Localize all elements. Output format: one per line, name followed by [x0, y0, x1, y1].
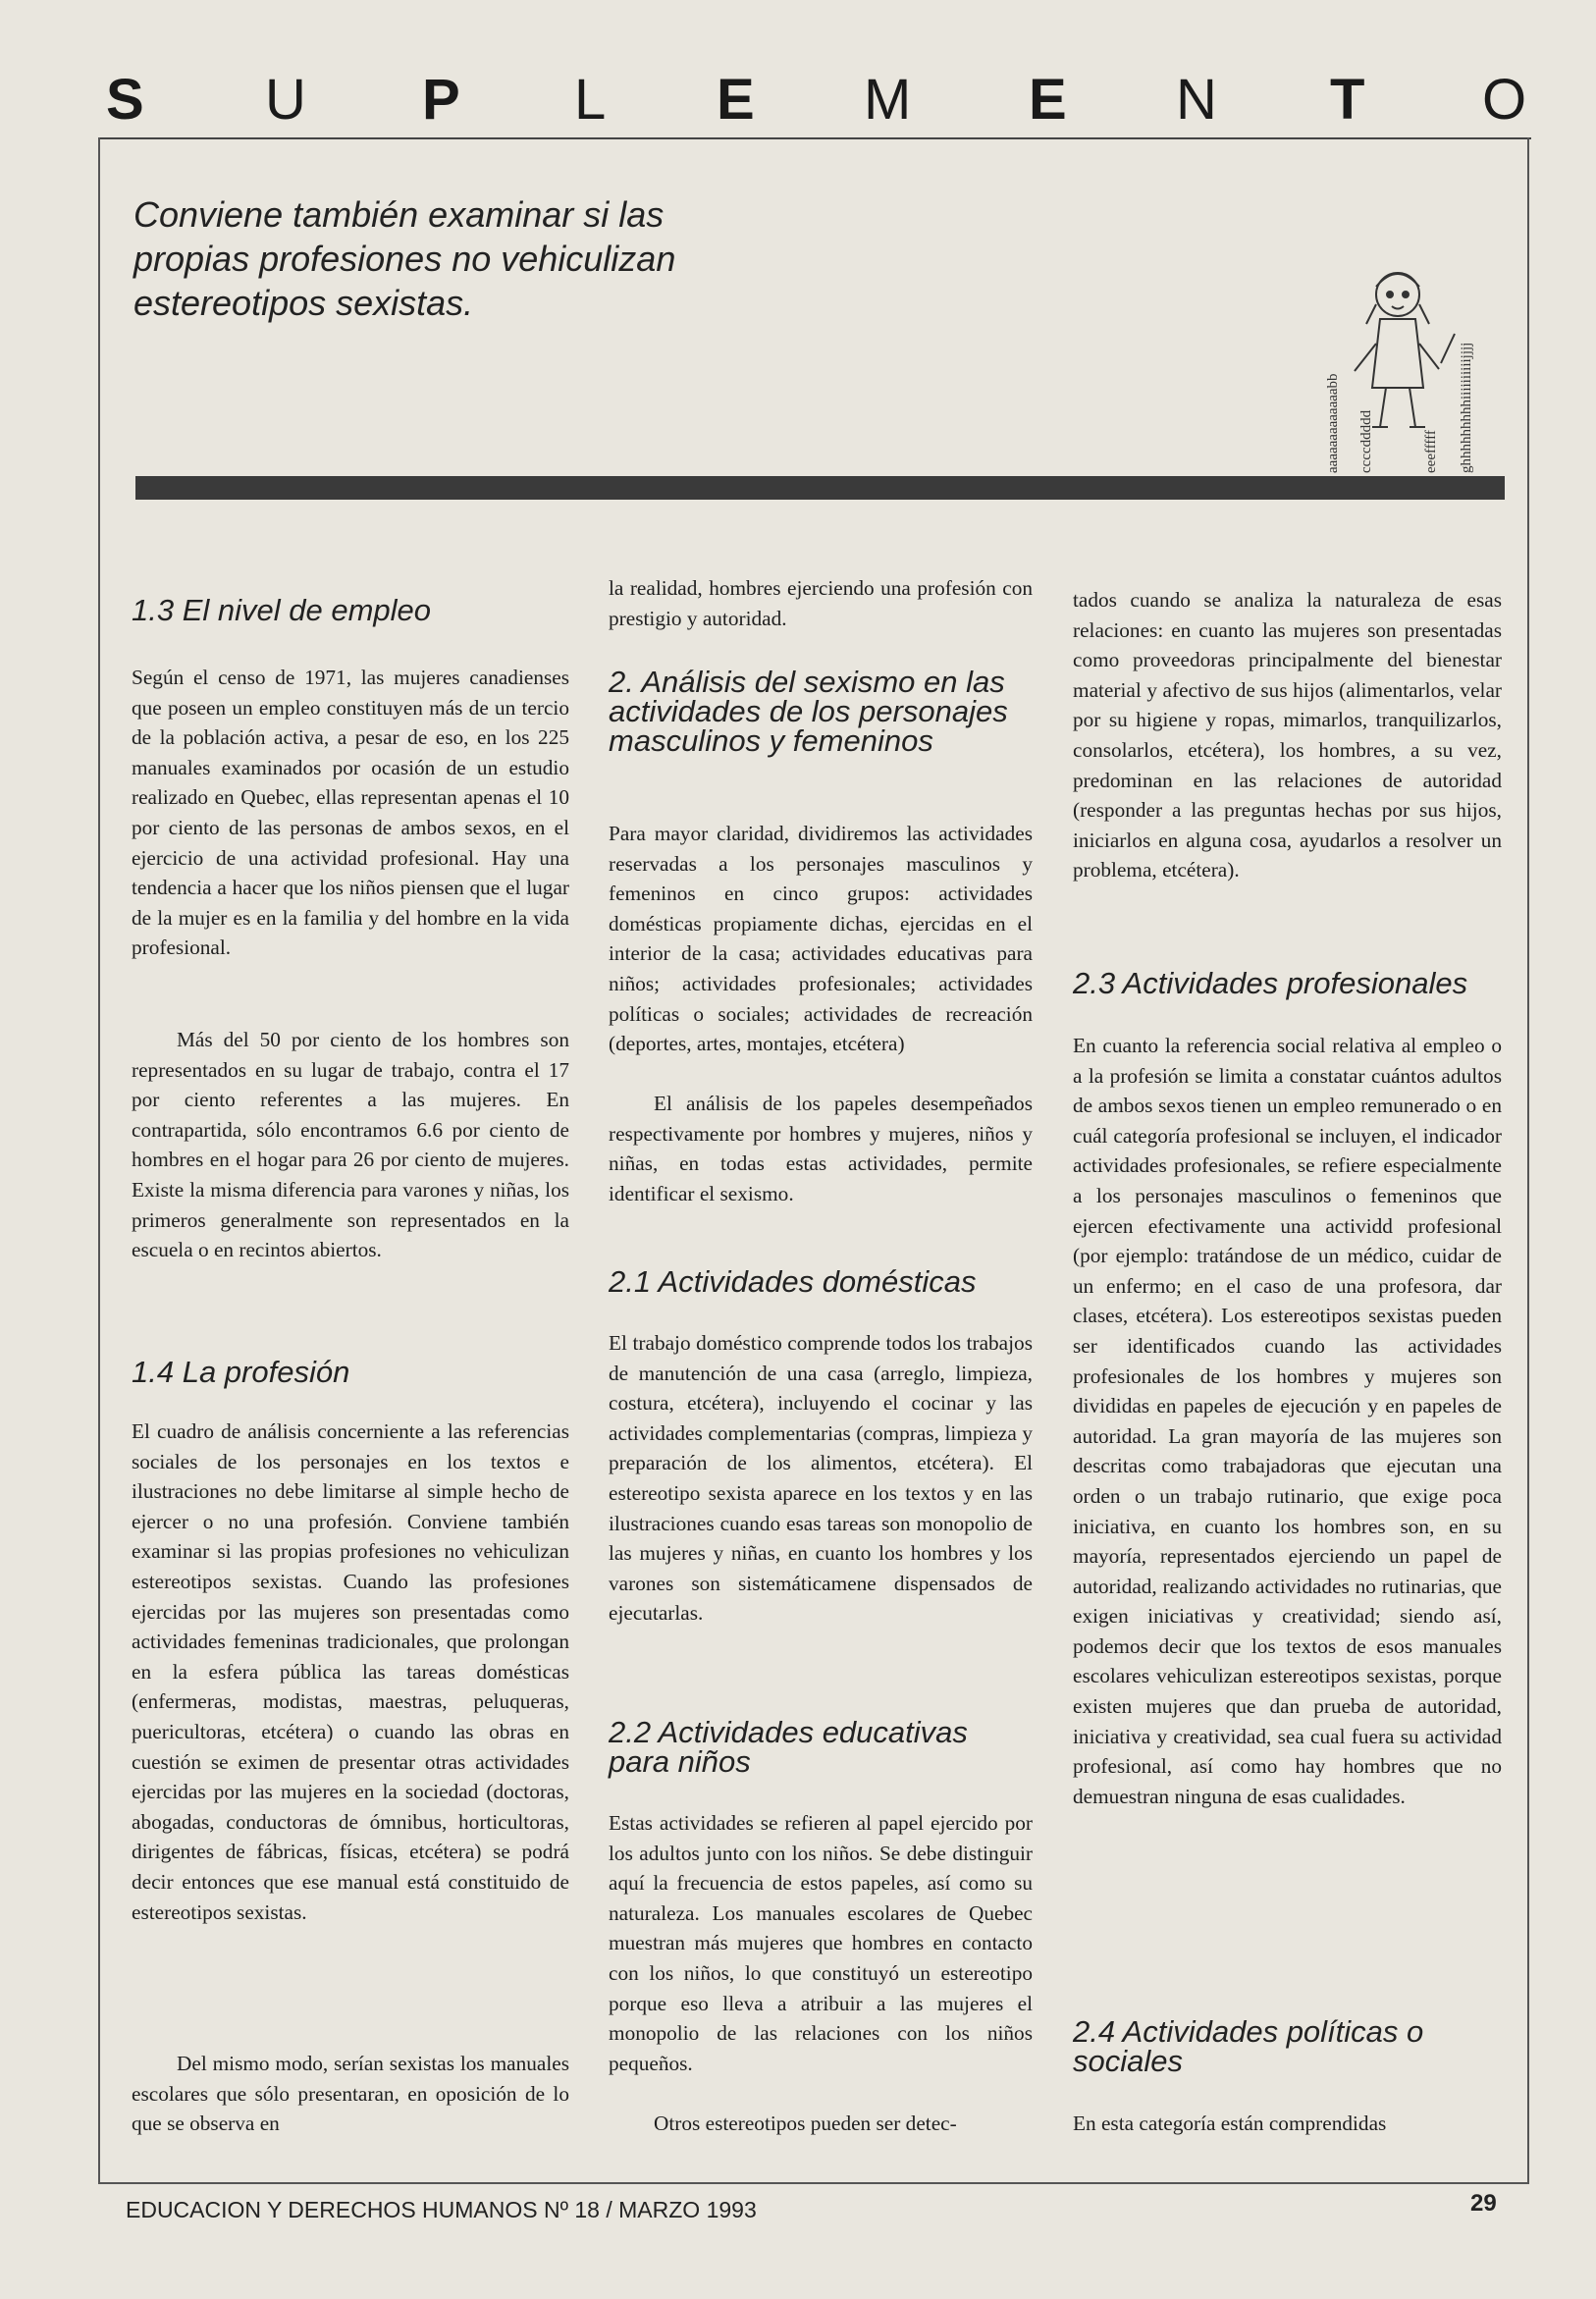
child-illustration-icon [1315, 157, 1492, 481]
paragraph: El análisis de los papeles desempeñados respectivamente por hombres y mujeres, niños y niñas, en todas estas actividades, permite identificar el sexismo. [609, 1092, 1033, 1205]
section-heading: 2.3 Actividades profesionales [1073, 966, 1468, 1000]
banner-letter: E [1029, 68, 1067, 132]
page-number: 29 [1470, 2190, 1497, 2217]
paragraph: tados cuando se analiza la naturaleza de esas relaciones: en cuanto las mujeres son presentadas como proveedoras principalmente del bienestar material y afectivo de sus hijos (alimentarlos, velar por su higiene y ropas, mimarlos, tranquilizarlos, consolarlos, etcétera), los hombres, a su vez, predominan en las relaciones de autoridad (responder a las preguntas hechas por sus hijos, iniciarlos en alguna cosa, ayudarlos a resolver un problema, etcétera). [1073, 588, 1502, 882]
footer-publication: EDUCACION Y DERECHOS HUMANOS Nº 18 / MARZO 1993 [126, 2197, 757, 2222]
paragraph: Otros estereotipos pueden ser detec- [654, 2112, 957, 2135]
banner-letter: N [1176, 68, 1217, 132]
banner-letter: L [574, 68, 607, 132]
alphabet-column: eeefffff [1423, 430, 1439, 473]
paragraph: En esta categoría están comprendidas [1073, 2112, 1387, 2135]
paragraph: Para mayor claridad, dividiremos las actividades reservadas a los personajes masculinos y femeninos en cinco grupos: actividades domésticas propiamente dichas, ejercidas en el interior de la casa; actividades educativas para niños; actividades profesionales; actividades políticas o sociales; actividades de recreación (deportes, artes, montajes, etcétera) [609, 822, 1033, 1056]
section-heading: 1.3 El nivel de empleo [132, 593, 432, 627]
section-heading: 2.1 Actividades domésticas [609, 1264, 977, 1299]
section-heading: 1.4 La profesión [132, 1355, 350, 1389]
paragraph: Estas actividades se refieren al papel ejercido por los adultos junto con los niños. Se debe distinguir aquí la frecuencia de estos papeles, así como su naturaleza. Los manuales escolares de Quebec muestran más mujeres que hombres en contacto con los niños, lo que constituyó un estereotipo porque eso lleva a atribuir a las mujeres el monopolio de las relaciones con los niños pequeños. [609, 1811, 1033, 2075]
paragraph: Más del 50 por ciento de los hombres son representados en su lugar de trabajo, contra el 17 por ciento referentes a las mujeres. En contrapartida, sólo encontramos 6.6 por ciento de hombres en el hogar para 26 por ciento de mujeres. Existe la misma diferencia para varones y niñas, los primeros generalmente son representados en la escuela o en recintos abiertos. [132, 1028, 569, 1262]
paragraph: Del mismo modo, serían sexistas los manuales escolares que sólo presentaran, en oposición de lo que se observa en [132, 2052, 569, 2136]
section-heading: 2.2 Actividades educativas para niños [609, 1715, 968, 1779]
pull-quote: Conviene también examinar si las propias profesiones no vehiculizan estereotipos sexistas. [133, 194, 676, 323]
banner-letter: M [864, 68, 912, 132]
section-heading: 2. Análisis del sexismo en las actividades de los personajes masculinos y femeninos [609, 665, 1008, 758]
banner-letter: O [1482, 68, 1527, 132]
banner-letter: E [717, 68, 755, 132]
paragraph: El trabajo doméstico comprende todos los trabajos de manutención de una casa (arreglo, limpieza, costura, etcétera), incluyendo el cocinar y las actividades complementarias (compras, limpieza y preparación de los alimentos, etcétera). El estereotipo sexista aparece en los textos y en las ilustraciones cuando esas tareas son monopolio de las mujeres y niñas, en cuanto los hombres y los varones son sistemáticamene dispensados de ejecutarlas. [609, 1331, 1033, 1626]
paragraph: En cuanto la referencia social relativa al empleo o a la profesión se limita a constatar cuántos adultos de ambos sexos tienen un empleo remunerado o en cuál categoría profesional se incluyen, el indicador actividades profesionales, se refiere especialmente a los personajes masculinos o femeninos que ejercen efectivamente una actividd profesional (por ejemplo: tratándose de un médico, cuidar de un enfermo; en el caso de una profesora, dar clases, etcétera). Los estereotipos sexistas pueden ser identificados cuando las actividades profesionales de los hombres y mujeres son divididas en papeles de ejecución y en papeles de autoridad. La gran mayoría de las mujeres son descritas como trabajadoras que ejecutan una orden o un trabajo rutinario, que exige poca iniciativa, en cuanto los hombres son, en su mayoría, representados ejerciendo un papel de autoridad, realizando actividades no rutinarias, que exigen iniciativas y creatividad; siendo así, podemos decir que los textos de esos manuales escolares vehiculizan estereotipos sexistas, porque existen mujeres que dan prueba de autoridad, iniciativa y creatividad, sea cual fuera su actividad profesional, así como hay hombres que no demuestran ninguna de esas cualidades. [1073, 1034, 1502, 1808]
alphabet-column: aaaaaaaaaaaaabb [1325, 373, 1341, 473]
section-heading: 2.4 Actividades políticas o sociales [1073, 2014, 1424, 2078]
paragraph: Según el censo de 1971, las mujeres canadienses que poseen un empleo constituyen más de un tercio de la población activa, a pesar de eso, en los 225 manuales examinados por ocasión de un estudio realizado en Quebec, ellas representan apenas el 10 por ciento de las personas de ambos sexos, en el ejercicio de una actividad profesional. Hay una tendencia a hacer que los niños piensen que el lugar de la mujer es en la familia y del hombre en la vida profesional. [132, 666, 569, 960]
paragraph: El cuadro de análisis concerniente a las referencias sociales de los personajes en los textos e ilustraciones no debe limitarse al simple hecho de ejercer o no una profesión. Conviene también examinar si las propias profesiones no vehiculizan estereotipos sexistas. Cuando las profesiones ejercidas por las mujeres son presentadas como actividades femeninas tradicionales, que prolongan en la esfera pública las tareas domésticas (enfermeras, modistas, maestras, peluqueras, puericultoras, etcétera) o cuando las obras en cuestión se eximen de presentar otras actividades ejercidas por las mujeres en la sociedad (doctoras, abogadas, conductoras de ómnibus, horticultoras, dirigentes de fábricas, físicas, etcétera) se podrá decir entonces que ese manual está constituido de estereotipos sexistas. [132, 1419, 569, 1924]
paragraph: la realidad, hombres ejerciendo una profesión con prestigio y autoridad. [609, 576, 1033, 630]
alphabet-column: ghhhhhhhhhiiiiiiiiiijjjj [1459, 342, 1474, 473]
banner-letter: T [1330, 68, 1365, 132]
section-divider-bar [135, 476, 1505, 500]
banner-letter: U [265, 68, 306, 132]
banner-letter: S [106, 68, 144, 132]
suplemento-banner [0, 61, 1596, 139]
banner-letter: P [422, 68, 460, 132]
alphabet-column: ccccddddd [1358, 409, 1374, 473]
